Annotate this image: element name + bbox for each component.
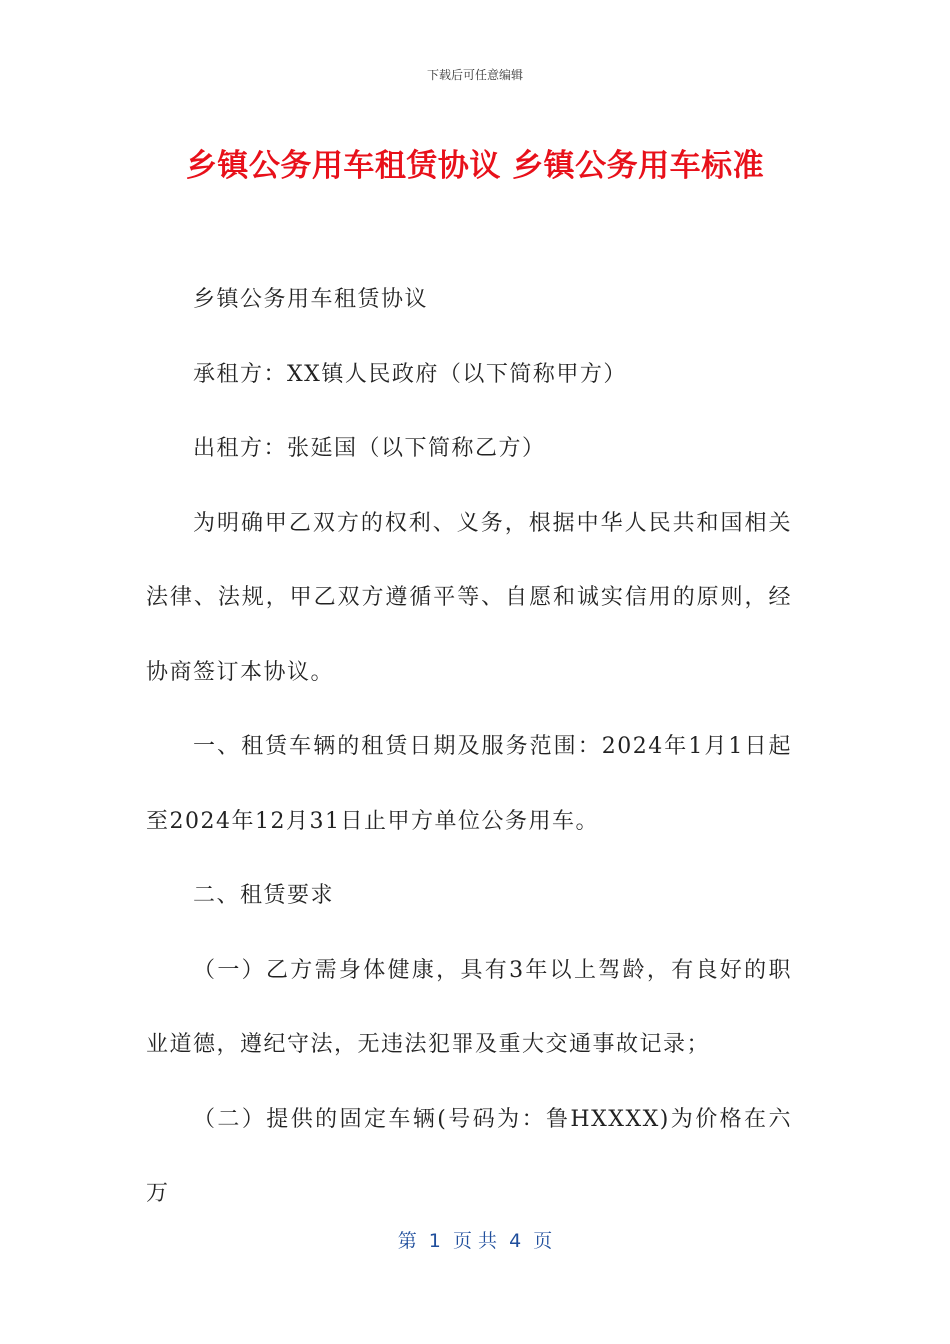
document-body (146, 263, 792, 1232)
paragraph-lessor: 出租方：张延国（以下简称乙方） (193, 436, 546, 461)
paragraph-lessee: 承租方：XX镇人民政府（以下简称甲方） (193, 361, 627, 387)
header-note: 下载后可任意编辑 (426, 68, 523, 82)
page-footer: 第 1 页 共 4 页 (397, 1230, 553, 1252)
paragraph-section-two-heading: 二、租赁要求 (193, 883, 335, 908)
paragraph-requirement-two: （二）提供的固定车辆(号码为：鲁HXXXX)为价格在六万 (146, 1106, 792, 1206)
document-title: 乡镇公务用车租赁协议 乡镇公务用车标准 (185, 148, 765, 184)
paragraph-section-one: 一、租赁车辆的租赁日期及服务范围：2024年1月1日起至2024年12月31日止甲方单位公务用车。 (146, 734, 792, 834)
paragraph-agreement-name: 乡镇公务用车租赁协议 (193, 287, 429, 312)
paragraph-preamble: 为明确甲乙双方的权利、义务，根据中华人民共和国相关法律、法规，甲乙双方遵循平等、自愿和诚实信用的原则，经协商签订本协议。 (146, 510, 792, 685)
paragraph-requirement-one: （一）乙方需身体健康，具有3年以上驾龄，有良好的职业道德，遵纪守法，无违法犯罪及重大交通事故记录； (146, 957, 792, 1057)
